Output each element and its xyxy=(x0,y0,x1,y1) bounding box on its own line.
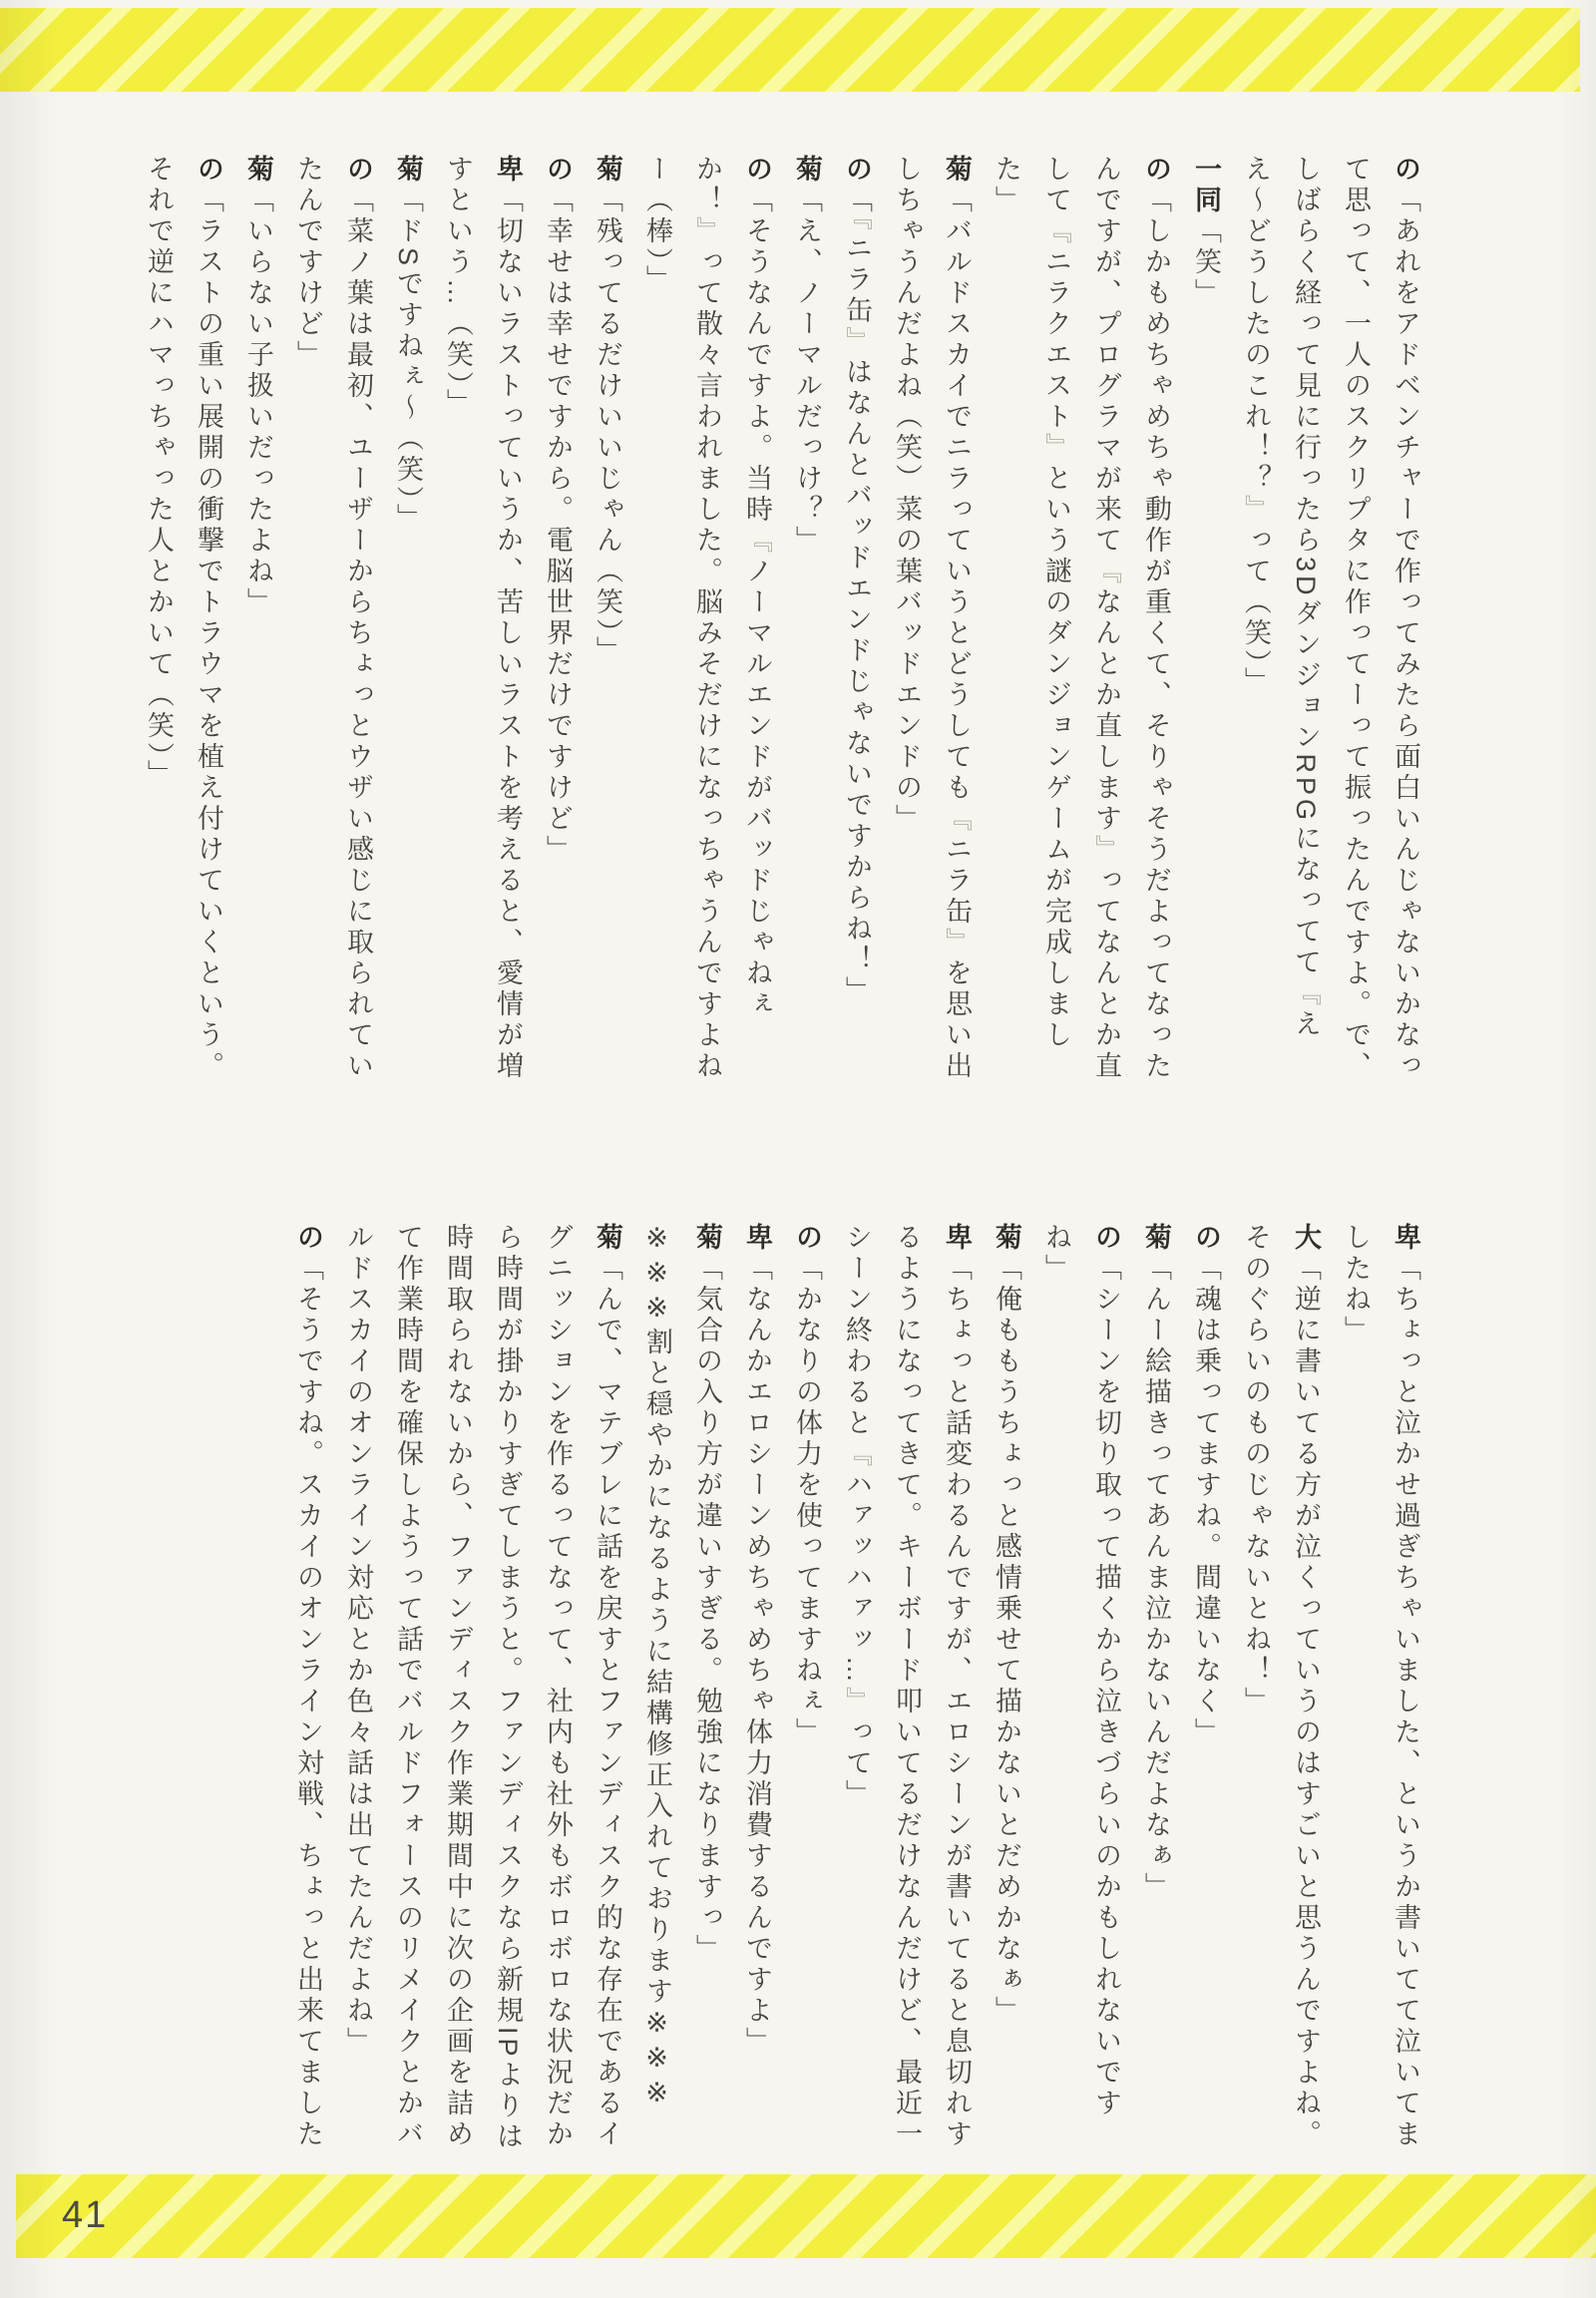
dialogue-turn xyxy=(233,155,283,1087)
turn-text: 「ちょっと話変わるんですが、エロシーンが書いてると息切れするようになってきて。キーボード叩いてるだけなんだけど、最近一シーン終わると『ハァッハァッ…』って」 xyxy=(842,1223,972,2150)
turn-text: 「そうですね。スカイのオンライン対戦、ちょっと出来てました xyxy=(293,1254,323,2150)
speaker-label: 卑 xyxy=(493,155,523,186)
turn-text: ※※※割と穏やかになるように結構修正入れております※※※ xyxy=(642,1223,672,2112)
dialogue-turn xyxy=(134,155,233,1087)
speaker-label: の xyxy=(343,155,373,186)
speaker-label: 卑 xyxy=(742,1223,772,1254)
dialogue-turn xyxy=(283,155,383,1087)
turn-text: 「ドSですねぇ〜（笑）」 xyxy=(393,186,423,535)
dialogue-turn xyxy=(782,1223,832,2160)
speaker-label: の xyxy=(842,155,872,186)
turn-text: 「んで、マテブレに話を戻すとファンディスク的な存在であるイグニッションを作るってなって、社内も社外もボロボロな状況だから時間が掛かりすぎてしまうと。ファンディスクなら新規IPよりは時間取られないから、ファンディスク作業期間中に次の企画を詰めて作業時間を確保しようって話でバルドフォースのリメイクとかバルドスカイのオンライン対応とか色々話は出てたんだよね」 xyxy=(343,1223,622,2153)
turn-text: 「あれをアドベンチャーで作ってみたら面白いんじゃないかなって思って、一人のスクリプタに作ってーって振ったんですよ。で、しばらく経って見に行ったら3DダンジョンRPGになってて『ええ〜どうしたのこれ！？』って（笑）」 xyxy=(1241,155,1420,1082)
dialogue-turn xyxy=(433,155,533,1087)
dialogue-turn xyxy=(283,1223,333,2160)
speaker-label: の xyxy=(1141,155,1171,186)
dialogue-turn xyxy=(1231,155,1430,1087)
dialogue-turn xyxy=(732,1223,782,2160)
dialogue-turn xyxy=(1331,1223,1430,2160)
dialogue-turn xyxy=(333,1223,632,2160)
dialogue-turn xyxy=(583,155,632,1087)
speaker-label: 卑 xyxy=(1391,1223,1420,1254)
turn-text: 「ちょっと泣かせ過ぎちゃいました、というか書いてて泣いてましたね」 xyxy=(1341,1223,1420,2150)
turn-text: 「ラストの重い展開の衝撃でトラウマを植え付けていくという。それで逆にハマっちゃった人とかいて（笑）」 xyxy=(144,155,223,1082)
turn-text: 「え、ノーマルだっけ？」 xyxy=(792,186,822,557)
dialogue-turn xyxy=(383,155,433,1087)
speaker-label: 一同 xyxy=(1191,155,1221,216)
turn-text: 「んー絵描きってあんま泣かないんだよなぁ」 xyxy=(1141,1254,1171,1903)
speaker-label: 菊 xyxy=(692,1223,722,1254)
dialogue-turn xyxy=(1181,1223,1231,2160)
stripe-band-bottom xyxy=(16,2174,1596,2258)
speaker-label: 菊 xyxy=(992,1223,1021,1254)
dialogue-section-top xyxy=(134,155,1430,1087)
turn-text: 「逆に書いてる方が泣くっていうのはすごいと思うんですよね。そのぐらいのものじゃないとね！」 xyxy=(1241,1223,1321,2150)
speaker-label: 卑 xyxy=(942,1223,972,1254)
turn-text: 「菜ノ葉は最初、ユーザーからちょっとウザい感じに取られていたんですけど」 xyxy=(293,155,373,1082)
turn-text: 「残ってるだけいいじゃん（笑）」 xyxy=(593,186,622,667)
speaker-label: の xyxy=(543,155,573,186)
turn-text: 「俺ももうちょっと感情乗せて描かないとだめかなぁ」 xyxy=(992,1254,1021,2027)
dialogue-turn xyxy=(632,155,782,1087)
dialogue-section-bottom xyxy=(283,1223,1430,2160)
turn-text: 「笑」 xyxy=(1191,216,1221,309)
turn-text: 「バルドスカイでニラっていうとどうしても『ニラ缶』を思い出しちゃうんだよね（笑）菜の葉バッドエンドの」 xyxy=(892,155,972,1082)
turn-text: 「いらない子扱いだったよね」 xyxy=(243,186,273,618)
dialogue-turn xyxy=(1131,1223,1181,2160)
turn-text: 「気合の入り方が違いすぎる。勉強になりますっ」 xyxy=(692,1254,722,1965)
dialogue-turn xyxy=(533,155,583,1087)
dialogue-turn xyxy=(832,1223,982,2160)
speaker-label: の xyxy=(1391,155,1420,186)
speaker-label: の xyxy=(194,155,223,186)
speaker-label: 大 xyxy=(1291,1223,1321,1254)
speaker-label: 菊 xyxy=(393,155,423,186)
stripe-band-top xyxy=(0,8,1580,92)
dialogue-turn xyxy=(782,155,832,1087)
dialogue-turn xyxy=(682,1223,732,2160)
speaker-label: 菊 xyxy=(1141,1223,1171,1254)
speaker-label: 菊 xyxy=(593,1223,622,1254)
dialogue-turn xyxy=(1231,1223,1331,2160)
speaker-label: 菊 xyxy=(942,155,972,186)
dialogue-turn xyxy=(982,1223,1031,2160)
turn-text: 「シーンを切り取って描くから泣きづらいのかもしれないですね」 xyxy=(1041,1223,1121,2119)
editor-note xyxy=(632,1223,682,2160)
turn-text: 「しかもめちゃめちゃ動作が重くて、そりゃそうだよってなったんですが、プログラマが来て『なんとか直します』ってなんとか直して『ニラクエスト』という謎のダンジョンゲームが完成しました」 xyxy=(992,155,1171,1082)
speaker-label: 菊 xyxy=(243,155,273,186)
dialogue-turn xyxy=(982,155,1181,1087)
dialogue-turn xyxy=(832,155,882,1087)
speaker-label: の xyxy=(1191,1223,1221,1254)
speaker-label: 菊 xyxy=(593,155,622,186)
turn-text: 「魂は乗ってますね。間違いなく」 xyxy=(1191,1254,1221,1748)
speaker-label: 菊 xyxy=(792,155,822,186)
dialogue-turn xyxy=(1031,1223,1131,2160)
dialogue-turn xyxy=(1181,155,1231,1087)
turn-text: 「『ニラ缶』はなんとバッドエンドじゃないですからね！」 xyxy=(842,186,872,1007)
speaker-label: の xyxy=(1091,1223,1121,1254)
speaker-label: の xyxy=(742,155,772,186)
turn-text: 「かなりの体力を使ってますねぇ」 xyxy=(792,1254,822,1748)
turn-text: 「切ないラストっていうか、苦しいラストを考えると、愛情が増すという…（笑）」 xyxy=(443,155,523,1082)
speaker-label: の xyxy=(293,1223,323,1254)
speaker-label: の xyxy=(792,1223,822,1254)
dialogue-turn xyxy=(882,155,982,1087)
turn-text: 「そうなんですよ。当時『ノーマルエンドがバッドじゃねぇか！』って散々言われました。脳みそだけになっちゃうんですよねー（棒）」 xyxy=(642,155,772,1082)
page-number: 41 xyxy=(62,2194,109,2236)
turn-text: 「幸せは幸せですから。電脳世界だけですけど」 xyxy=(543,186,573,866)
turn-text: 「なんかエロシーンめちゃめちゃ体力消費するんですよ」 xyxy=(742,1254,772,2058)
